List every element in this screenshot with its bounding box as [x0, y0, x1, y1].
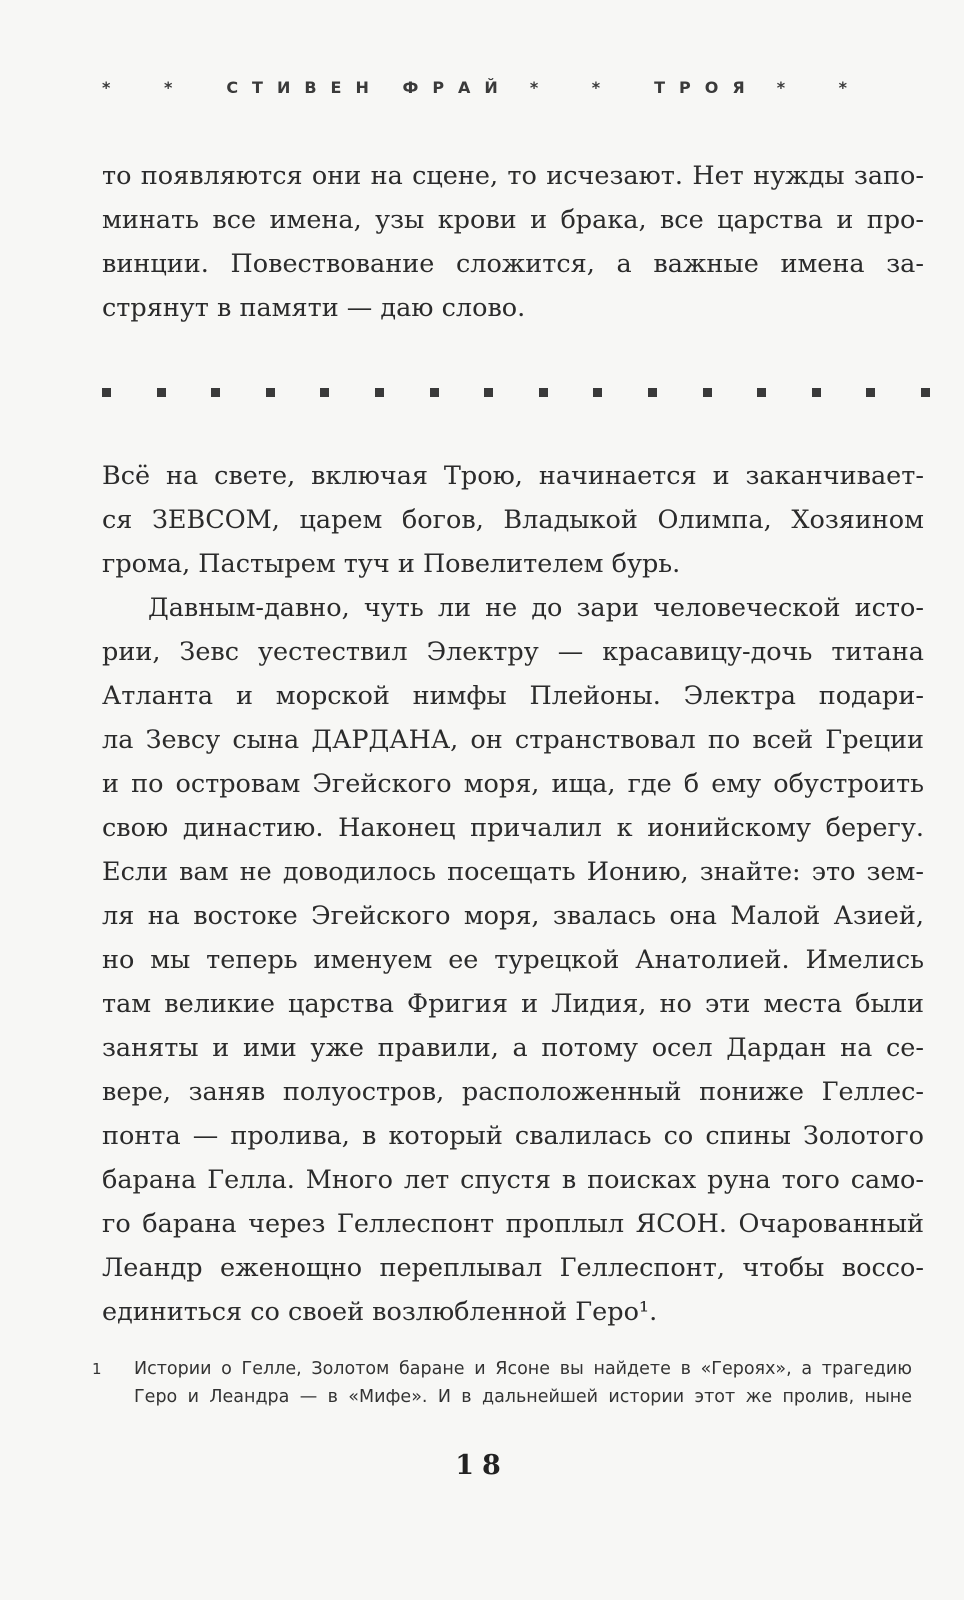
- text-line: Давным-давно, чуть ли не до зари человеческой исто-: [148, 593, 924, 623]
- text-line: минать все имена, узы крови и брака, все царства и про-: [102, 205, 924, 235]
- divider-square: [102, 388, 111, 397]
- text-line: единиться со своей возлюбленной Геро¹.: [102, 1297, 658, 1327]
- paragraph-main: [102, 454, 924, 1334]
- divider-square: [593, 388, 602, 397]
- text-line: там великие царства Фригия и Лидия, но эти места были: [102, 989, 924, 1019]
- divider-square: [157, 388, 166, 397]
- paragraph-intro: [102, 154, 924, 330]
- divider-square: [266, 388, 275, 397]
- text-line: рии, Зевс уестествил Электру — красавицу-дочь титана: [102, 637, 924, 667]
- page-number: 18: [455, 1450, 509, 1481]
- text-line: Всё на свете, включая Трою, начинается и заканчивает-: [102, 461, 924, 491]
- text-line: и по островам Эгейского моря, ища, где б ему обустроить: [102, 769, 924, 799]
- text-line: го барана через Геллеспонт проплыл ЯСОН. Очарованный: [102, 1209, 924, 1239]
- divider-square: [539, 388, 548, 397]
- running-head: [102, 78, 932, 97]
- divider-square: [211, 388, 220, 397]
- book-title: ТРОЯ: [654, 78, 759, 97]
- text-line: понта — пролива, в который свалилась со спины Золотого: [102, 1121, 924, 1151]
- divider-square: [812, 388, 821, 397]
- text-line: вере, заняв полуостров, расположенный пониже Геллес-: [102, 1077, 924, 1107]
- text-line: свою династию. Наконец причалил к ионийскому берегу.: [102, 813, 924, 843]
- text-line: винции. Повествование сложится, а важные имена за-: [102, 249, 924, 279]
- divider-square: [921, 388, 930, 397]
- section-divider: [102, 388, 930, 397]
- text-line: грома, Пастырем туч и Повелителем бурь.: [102, 549, 681, 579]
- divider-square: [430, 388, 439, 397]
- divider-square: [703, 388, 712, 397]
- text-line: но мы теперь именуем ее турецкой Анатолией. Имелись: [102, 945, 924, 975]
- text-line: Леандр еженощно переплывал Геллеспонт, чтобы воссо-: [102, 1253, 924, 1283]
- footnote-body: [134, 1355, 912, 1411]
- text-line: заняты и ими уже правили, а потому осел Дардан на се-: [102, 1033, 924, 1063]
- divider-square: [757, 388, 766, 397]
- footnote-line: Истории о Гелле, Золотом баране и Ясоне вы найдете в «Героях», а трагедию: [134, 1359, 912, 1379]
- author-name: СТИВЕН ФРАЙ: [226, 78, 512, 97]
- text-line: барана Гелла. Много лет спустя в поисках руна того само-: [102, 1165, 924, 1195]
- divider-square: [320, 388, 329, 397]
- text-line: Атланта и морской нимфы Плейоны. Электра подари-: [102, 681, 924, 711]
- divider-square: [484, 388, 493, 397]
- text-line: то появляются они на сцене, то исчезают. Нет нужды запо-: [102, 161, 924, 191]
- text-line: Если вам не доводилось посещать Ионию, знайте: это зем-: [102, 857, 924, 887]
- footnote-number: 1: [92, 1360, 102, 1378]
- ornament-stars: * *: [529, 78, 625, 97]
- divider-square: [375, 388, 384, 397]
- divider-square: [648, 388, 657, 397]
- text-line: ля на востоке Эгейского моря, звалась она Малой Азией,: [102, 901, 924, 931]
- text-line: ся ЗЕВСОМ, царем богов, Владыкой Олимпа, Хозяином: [102, 505, 924, 535]
- text-line: ла Зевсу сына ДАРДАНА, он странствовал по всей Греции: [102, 725, 924, 755]
- text-line: стрянут в памяти — даю слово.: [102, 293, 526, 323]
- footnote: [92, 1355, 912, 1411]
- ornament-stars: * *: [776, 78, 871, 97]
- footnote-line: Геро и Леандра — в «Мифе». И в дальнейшей истории этот же пролив, ныне: [134, 1387, 912, 1407]
- ornament-stars: * *: [102, 78, 197, 97]
- divider-square: [866, 388, 875, 397]
